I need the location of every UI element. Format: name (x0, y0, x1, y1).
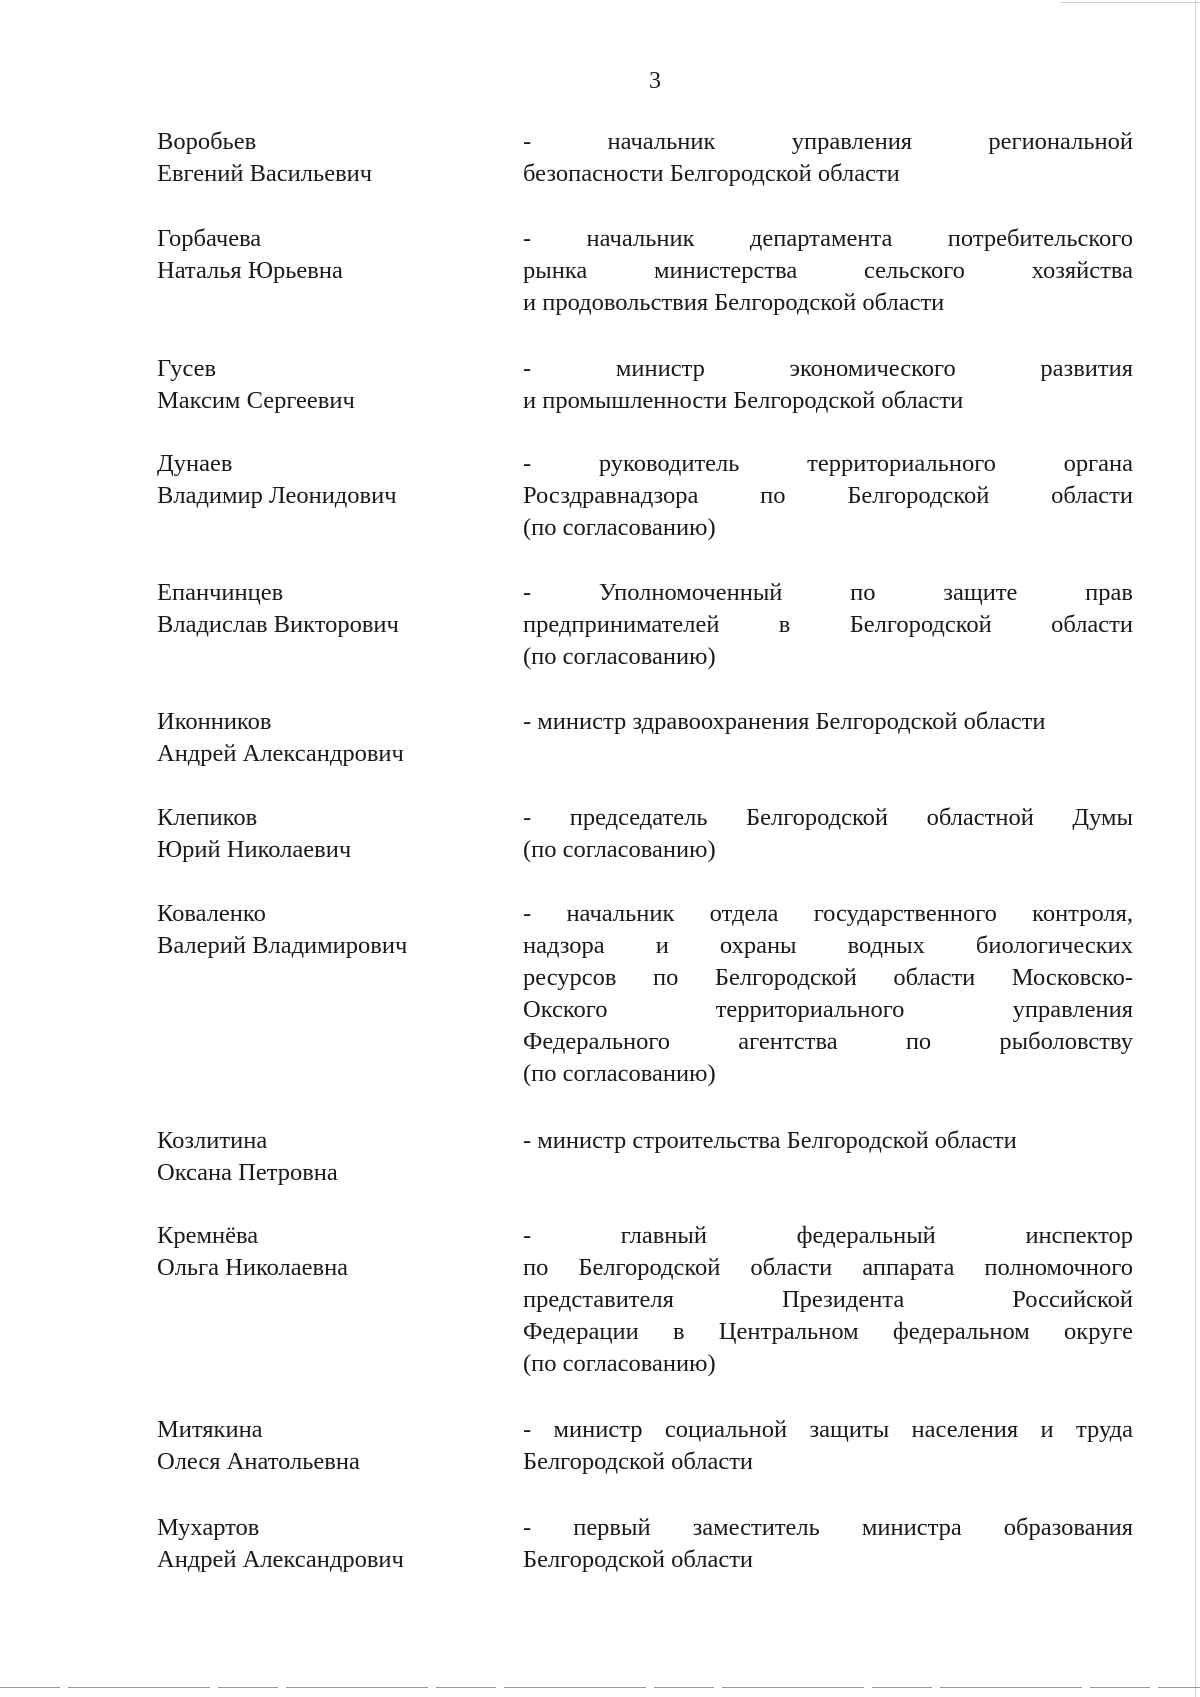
member-position (523, 1125, 1133, 1157)
member-position (523, 706, 1133, 738)
member-surname: Мухартов (157, 1514, 260, 1541)
member-name (157, 448, 487, 512)
position-line: представителя Президента Российской (523, 1286, 1133, 1313)
position-line: рынка министерства сельского хозяйства (523, 257, 1133, 284)
position-line: - министр строительства Белгородской области (523, 1127, 1017, 1154)
member-name (157, 1220, 487, 1284)
member-name (157, 898, 487, 962)
position-line: (по согласованию) (523, 643, 716, 670)
member-given-names: Ольга Николаевна (157, 1254, 349, 1281)
position-line: ресурсов по Белгородской области Московско- (523, 964, 1133, 991)
position-line: Федерального агентства по рыболовству (523, 1028, 1133, 1055)
member-position (523, 223, 1133, 319)
position-line: - министр социальной защиты населения и труда (523, 1416, 1133, 1443)
scan-edge-top (1060, 2, 1200, 3)
position-line: и продовольствия Белгородской области (523, 289, 945, 316)
member-given-names: Евгений Васильевич (157, 160, 373, 187)
member-given-names: Андрей Александрович (157, 1546, 404, 1573)
member-surname: Гусев (157, 355, 217, 382)
position-line: - начальник управления региональной (523, 128, 1133, 155)
scan-edge-bottom (0, 1687, 1200, 1688)
member-name (157, 353, 487, 417)
position-line: - главный федеральный инспектор (523, 1222, 1133, 1249)
member-given-names: Владислав Викторович (157, 611, 399, 638)
member-surname: Клепиков (157, 804, 258, 831)
member-given-names: Оксана Петровна (157, 1159, 338, 1186)
member-given-names: Валерий Владимирович (157, 932, 408, 959)
position-line: - председатель Белгородской областной Думы (523, 804, 1133, 831)
position-line: предпринимателей в Белгородской области (523, 611, 1133, 638)
member-surname: Горбачева (157, 225, 262, 252)
member-given-names: Максим Сергеевич (157, 387, 355, 414)
position-line: - начальник отдела государственного контроля, (523, 900, 1133, 927)
member-position (523, 1512, 1133, 1576)
member-surname: Воробьев (157, 128, 257, 155)
position-line: и промышленности Белгородской области (523, 387, 964, 414)
position-line: - руководитель территориального органа (523, 450, 1133, 477)
position-line: - Уполномоченный по защите прав (523, 579, 1133, 606)
member-name (157, 223, 487, 287)
member-position (523, 448, 1133, 544)
member-position (523, 802, 1133, 866)
position-line: Федерации в Центральном федеральном округе (523, 1318, 1133, 1345)
member-name (157, 126, 487, 190)
member-surname: Кремнёва (157, 1222, 259, 1249)
position-line: - министр экономического развития (523, 355, 1133, 382)
member-name (157, 802, 487, 866)
member-name (157, 577, 487, 641)
member-surname: Епанчинцев (157, 579, 284, 606)
member-given-names: Юрий Николаевич (157, 836, 352, 863)
member-given-names: Андрей Александрович (157, 740, 404, 767)
position-line: Окского территориального управления (523, 996, 1133, 1023)
member-given-names: Олеся Анатольевна (157, 1448, 360, 1475)
position-line: (по согласованию) (523, 514, 716, 541)
position-line: - первый заместитель министра образования (523, 1514, 1133, 1541)
position-line: Белгородской области (523, 1448, 754, 1475)
page-number: 3 (649, 68, 661, 94)
position-line: надзора и охраны водных биологических (523, 932, 1133, 959)
member-position (523, 1220, 1133, 1380)
member-position (523, 1414, 1133, 1478)
member-name (157, 706, 487, 770)
member-surname: Козлитина (157, 1127, 268, 1154)
position-line: - министр здравоохранения Белгородской области (523, 708, 1046, 735)
position-line: Росздравнадзора по Белгородской области (523, 482, 1133, 509)
member-surname: Дунаев (157, 450, 233, 477)
position-line: - начальник департамента потребительского (523, 225, 1133, 252)
member-name (157, 1512, 487, 1576)
member-position (523, 353, 1133, 417)
position-line: (по согласованию) (523, 836, 716, 863)
position-line: (по согласованию) (523, 1350, 716, 1377)
member-given-names: Владимир Леонидович (157, 482, 397, 509)
member-position (523, 577, 1133, 673)
position-line: (по согласованию) (523, 1060, 716, 1087)
position-line: Белгородской области (523, 1546, 754, 1573)
member-surname: Митякина (157, 1416, 263, 1443)
member-surname: Иконников (157, 708, 272, 735)
member-position (523, 126, 1133, 190)
member-position (523, 898, 1133, 1090)
scan-edge-right (1195, 0, 1196, 1697)
position-line: по Белгородской области аппарата полномочного (523, 1254, 1133, 1281)
member-given-names: Наталья Юрьевна (157, 257, 343, 284)
member-name (157, 1414, 487, 1478)
member-surname: Коваленко (157, 900, 266, 927)
member-name (157, 1125, 487, 1189)
position-line: безопасности Белгородской области (523, 160, 900, 187)
